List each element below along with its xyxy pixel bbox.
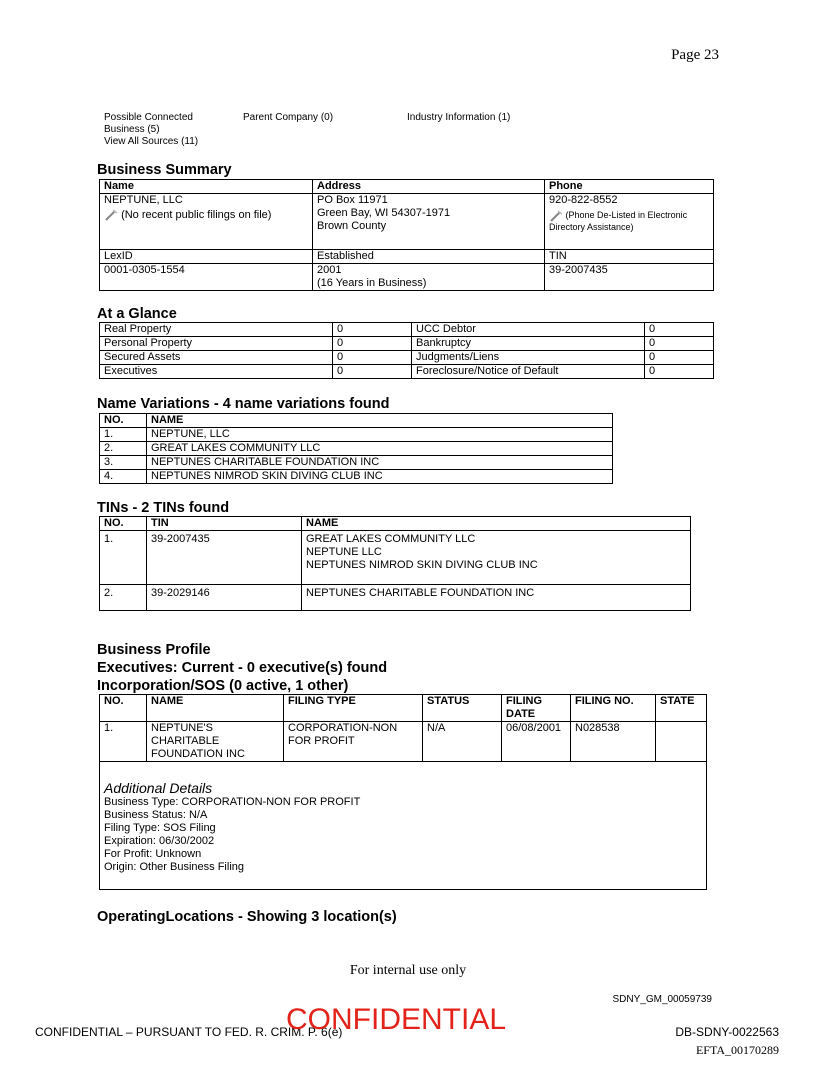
detail-line: Origin: Other Business Filing (104, 861, 244, 873)
possible-connected-link[interactable] (104, 112, 224, 136)
tin-name: NEPTUNES CHARITABLE FOUNDATION INC (302, 585, 691, 611)
summary-name-cell (100, 194, 313, 250)
detail-line: Business Type: CORPORATION-NON FOR PROFIT (104, 796, 361, 808)
phone-number: 920-822-8552 (549, 194, 618, 206)
glance-label: Real Property (100, 323, 333, 337)
incorporation-title: Incorporation/SOS (0 active, 1 other) (97, 678, 349, 694)
business-name: NEPTUNE, LLC (104, 194, 183, 206)
page-number: Page 23 (671, 47, 719, 63)
header-name: NAME (302, 517, 691, 531)
glance-label: Judgments/Liens (412, 351, 645, 365)
header-name: NAME (147, 414, 613, 428)
confidential-stamp: CONFIDENTIAL (286, 1003, 507, 1036)
phone-note: (Phone De-Listed in Electronic (565, 210, 688, 220)
row-name: NEPTUNE, LLC (147, 428, 613, 442)
row-status: N/A (423, 722, 502, 762)
view-all-sources-link[interactable]: View All Sources (11) (104, 136, 199, 147)
parent-company-link[interactable]: Parent Company (0) (243, 112, 334, 123)
glance-value: 0 (333, 365, 412, 379)
executives-title: Executives: Current - 0 executive(s) found (97, 660, 388, 676)
table-row (100, 722, 707, 762)
filing-type-line: CORPORATION-NON (288, 722, 398, 734)
glance-label: Secured Assets (100, 351, 333, 365)
glance-value: 0 (333, 323, 412, 337)
established-value: 2001 (317, 264, 342, 276)
header-phone: Phone (545, 180, 714, 194)
glance-value: 0 (645, 351, 714, 365)
phone-note-2: Directory Assistance) (549, 222, 634, 232)
row-name: NEPTUNES CHARITABLE FOUNDATION INC (147, 456, 613, 470)
tin-value: 39-2007435 (545, 264, 714, 291)
at-a-glance-title: At a Glance (97, 306, 177, 322)
filing-type-line: FOR PROFIT (288, 735, 355, 747)
efta-number: EFTA_00170289 (695, 1043, 779, 1057)
tins-table (99, 516, 691, 611)
glance-row (100, 351, 714, 365)
glance-label: Personal Property (100, 337, 333, 351)
business-count-label: Business (5) (104, 124, 160, 135)
glance-value: 0 (645, 365, 714, 379)
row-state (656, 722, 707, 762)
address-line2: Green Bay, WI 54307-1971 (317, 207, 451, 219)
row-name: NEPTUNES NIMROD SKIN DIVING CLUB INC (147, 470, 613, 484)
row-no: 1. (100, 428, 147, 442)
tins-title: TINs - 2 TINs found (97, 500, 230, 516)
header-no: NO. (100, 695, 147, 722)
name-note: (No recent public filings on file) (121, 209, 272, 221)
table-row (100, 470, 613, 484)
row-no: 4. (100, 470, 147, 484)
glance-row (100, 365, 714, 379)
tin-name: GREAT LAKES COMMUNITY LLC (306, 533, 476, 545)
row-name: GREAT LAKES COMMUNITY LLC (147, 442, 613, 456)
row-no: 1. (100, 722, 147, 762)
lexid-value: 0001-0305-1554 (100, 264, 313, 291)
header-lexid: LexID (100, 250, 313, 264)
confidential-notice: CONFIDENTIAL – PURSUANT TO FED. R. CRIM. P. 6(e) (35, 1025, 343, 1039)
header-no: NO. (100, 414, 147, 428)
pencil-icon (104, 209, 118, 221)
summary-address-cell (313, 194, 545, 250)
operating-locations-title: OperatingLocations - Showing 3 location(s) (97, 909, 397, 925)
at-a-glance-table (99, 322, 714, 379)
row-no: 2. (100, 585, 147, 611)
additional-details-title: Additional Details (104, 780, 213, 796)
summary-phone-cell (545, 194, 714, 250)
row-filing-type (284, 722, 423, 762)
address-line3: Brown County (317, 220, 387, 232)
established-cell (313, 264, 545, 291)
row-tin: 39-2029146 (147, 585, 302, 611)
tin-name: NEPTUNES NIMROD SKIN DIVING CLUB INC (306, 559, 538, 571)
header-no: NO. (100, 517, 147, 531)
table-row (100, 585, 691, 611)
row-tin: 39-2007435 (147, 531, 302, 585)
additional-details-cell (100, 762, 707, 890)
table-row (100, 531, 691, 585)
header-status: STATUS (423, 695, 502, 722)
table-row (100, 428, 613, 442)
header-established: Established (313, 250, 545, 264)
incorporation-table (99, 694, 707, 890)
detail-line: Filing Type: SOS Filing (104, 822, 216, 834)
glance-label: Bankruptcy (412, 337, 645, 351)
industry-information-link[interactable]: Industry Information (1) (407, 112, 511, 123)
established-note: (16 Years in Business) (317, 277, 427, 289)
header-tin: TIN (545, 250, 714, 264)
header-tin: TIN (147, 517, 302, 531)
glance-row (100, 337, 714, 351)
glance-value: 0 (645, 323, 714, 337)
row-name (147, 722, 284, 762)
detail-line: Business Status: N/A (104, 809, 208, 821)
possible-connected-label: Possible Connected (104, 112, 193, 123)
glance-value: 0 (333, 351, 412, 365)
header-filing-type: FILING TYPE (284, 695, 423, 722)
row-name-line: CHARITABLE (151, 735, 220, 747)
header-address: Address (313, 180, 545, 194)
internal-use-note: For internal use only (349, 963, 467, 978)
glance-value: 0 (645, 337, 714, 351)
header-name: Name (100, 180, 313, 194)
row-no: 1. (100, 531, 147, 585)
header-state: STATE (656, 695, 707, 722)
glance-label: Executives (100, 365, 333, 379)
header-name: NAME (147, 695, 284, 722)
row-name-line: FOUNDATION INC (151, 748, 245, 760)
glance-value: 0 (333, 337, 412, 351)
name-variations-table (99, 413, 613, 484)
detail-line: Expiration: 06/30/2002 (104, 835, 215, 847)
detail-line: For Profit: Unknown (104, 848, 202, 860)
header-filing-date: FILING DATE (502, 695, 571, 722)
pencil-icon (549, 210, 563, 222)
row-filing-no: N028538 (571, 722, 656, 762)
glance-label: Foreclosure/Notice of Default (412, 365, 645, 379)
glance-label: UCC Debtor (412, 323, 645, 337)
row-no: 3. (100, 456, 147, 470)
row-no: 2. (100, 442, 147, 456)
row-filing-date: 06/08/2001 (502, 722, 571, 762)
tin-name: NEPTUNE LLC (306, 546, 382, 558)
db-sdny-number: DB-SDNY-0022563 (675, 1025, 779, 1039)
table-row (100, 442, 613, 456)
business-profile-title: Business Profile (97, 642, 211, 658)
address-line1: PO Box 11971 (317, 194, 388, 206)
name-variations-title: Name Variations - 4 name variations found (97, 396, 390, 412)
row-names (302, 531, 691, 585)
sdny-gm-number: SDNY_GM_00059739 (612, 994, 712, 1005)
row-name-line: NEPTUNE'S (151, 722, 213, 734)
business-summary-title: Business Summary (97, 162, 232, 178)
glance-row (100, 323, 714, 337)
business-summary-table (99, 179, 714, 291)
header-filing-no: FILING NO. (571, 695, 656, 722)
table-row (100, 456, 613, 470)
